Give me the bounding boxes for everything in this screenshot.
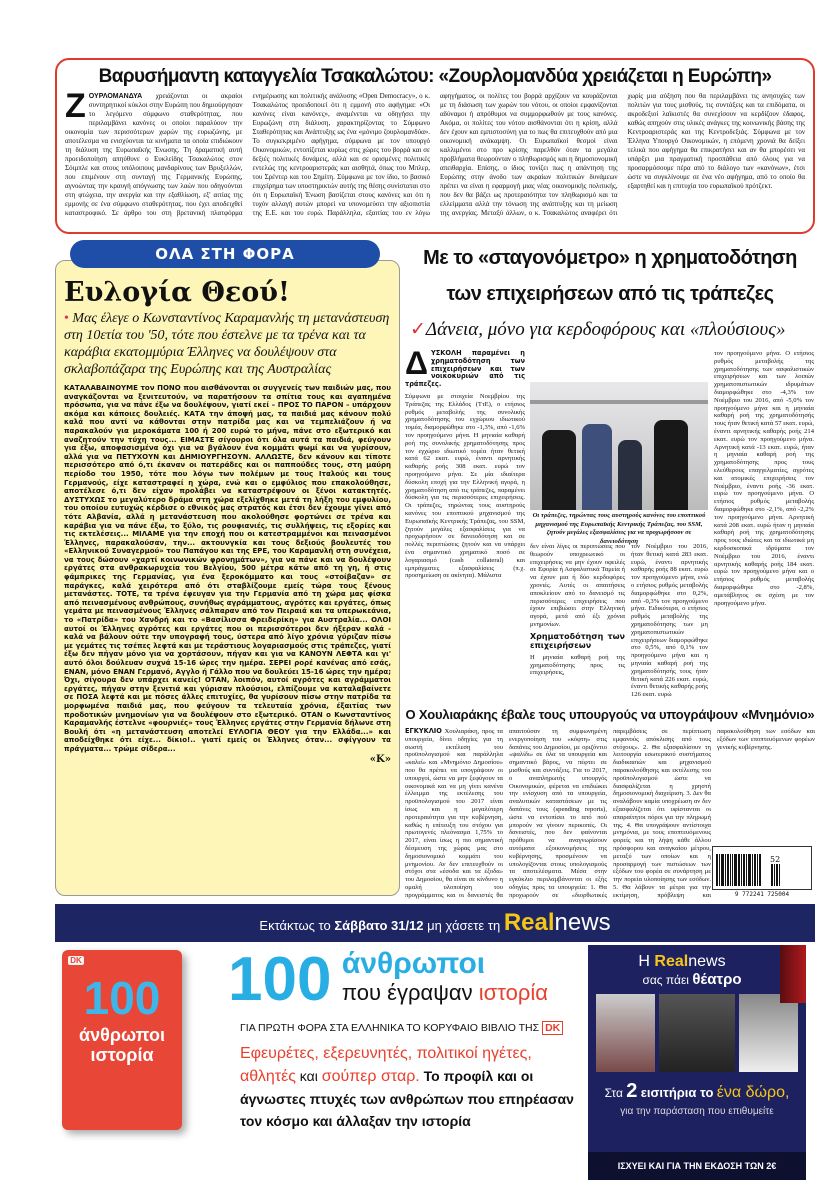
book-cover-number: 100 <box>83 972 161 1024</box>
main-col-4-text: τον προηγούμενο μήνα. Ο ετήσιος ρυθμός μεταβολής της χρηματοδότησης των ασφαλιστικών επιχειρήσεων και των λοιπών χρηματοπιστωτικών ιδρυμάτων διαμορφώθηκε στο -4,3% τον Νοέμβριο του 2016, από -5,0% τον προηγούμενο μήνα και η μηνιαία καθαρή ροή της χρηματοδότησής τους ήταν θετική κατά 57 εκατ. ευρώ, έναντι αρνητικής καθαρής ροής 214 εκατ. ευρώ τον προηγούμενο μήνα. Αρνητική κατά -13 εκατ. ευρώ, ήταν η μηνιαία καθαρή ροή της χρηματοδότησης προς τους ελεύθερους επαγγελματίες, αγρότες και ατομικές επιχειρήσεις τον Νοέμβριο, έναντι ροής -36 εκατ. ευρώ τον προηγούμενο μήνα. Ο ετήσιος ρυθμός μεταβολής διαμορφώθηκε στο -2,1%, από -2,2% τον προηγούμενο μήνα. Αρνητική κατά 208 εκατ. ευρώ ήταν η μηνιαία καθαρή ροή της χρηματοδότησης προς τους ιδιώτες και τα ιδιωτικά μη κερδοσκοπικά ιδρύματα τον Νοέμβριο του 2016, έναντι αρνητικής καθαρής ροής 184 εκατ. ευρώ τον προηγούμενο μήνα και ο ετήσιος ρυθμός μεταβολής διαμορφώθηκε στο -2,8%, αμετάβλητος σε σχέση με τον προηγούμενο μήνα. <box>714 350 814 607</box>
ad-bar-suffix: μη χάσετε τη <box>427 918 501 933</box>
opinion-signature: «Κ» <box>369 753 391 765</box>
offer-b: εισιτήρια το <box>640 1085 714 1100</box>
dk-line <box>240 1021 585 1035</box>
theatre-photos <box>596 994 798 1072</box>
ad-banner <box>55 904 815 942</box>
main-col-1 <box>405 345 525 580</box>
opinion-lead-text: Μας έλεγε ο Κωνσταντίνος Καραμανλής τη μετανάστευση στη 10ετία του '50, τότε που έστελνε με τα τρένα και τα καράβια εκατομμύρια Έλληνες να δουλέψουν στα σκλαβοπάζαρα της Ευρώπης και της Αυστραλίας <box>64 311 390 377</box>
issue-code: 52 <box>770 855 781 864</box>
ad-description <box>240 1042 580 1132</box>
second-article-title: Ο Χουλιαράκης έβαλε τους υπουργούς να υπογράψουν «Μνημόνιο» <box>405 707 815 722</box>
offer-a: Στα <box>604 1086 623 1100</box>
second-article-text: Χουλιαράκη, προς τα υπουργεία, δίνει οδηγίες για τη σωστή εκτέλεση του προϋπολογισμού και παράλληλα «καλεί» και «Μνημόνιο Δημοσίου» που θα πρέπει να υπογράψουν οι υπουργοί, ώστε να μην ξεφύγουν τα οικονομικά και να μη γίνει κανένα έλλειμμα της εκτέλεσης του προϋπολογισμού του 2017 είναι ίσως και η μεγαλύτερη προτεραιότητα για την κυβέρνηση, καθώς η επίτευξη του στόχου για πρωτογενές πλεόνασμα 1,75% το 2017, είναι ίσως η πιο σημαντική δέσμευση της χώρας μας στο δημοσιονομικό κομμάτι του μνημονίου. Αν δεν επιτευχθούν οι στόχοι στα «έσοδα και τα έξοδα» του Δημοσίου, θα είναι σε κίνδυνο η ομαλή υλοποίηση του προγράμματος και οι δανειστές θα απαιτούσαν τη συμφωνημένη ενεργοποίηση του «κόφτη» στις δαπάνες του Δημοσίου, με οριζόντιο «ψαλίδι» σε όλα τα υπουργεία και σημαντικό βάρος, να πέφτει σε μισθούς και συντάξεις. Για το 2017, ο αναπληρωτής υπουργός Οικονομικών, φέρεται να επιδιώκει την ενίσχυση από τα υπουργεία, αναλυτικών καταστάσεων με τις δαπάνες τους (spending reports), ώστε να εντοπίσει το από πού μπορούν να γίνουν περικοπές. Οι δανειστές, που δεν φαίνονται πρόθυμοι να αναγνωρίσουν αυτόματα εξοικονομήσεις της κυβέρνησης, προσμένουν να υπολογίζονται στους υπολογισμούς τα αποτελέσματα. Μέσα στην εγκύκλιο περιλαμβάνονται οι εξής οδηγίες προς τα υπουργεία: 1. Θα προχωρούν σε «διορθωτικές παρεμβάσεις σε περίπτωση εμφανούς απόκλισης από τους στόχους». 2. Θα εξασφαλίσουν τη λειτουργία εσωτερικού συστήματος διαδικασιών και μηχανισμού παρακολούθησης και εκτέλεσης του προϋπολογισμού ώστε να διασφαλίζεται η χρηστή δημοσιονομική διαχείριση. 3. Δεν θα αναλάβουν καμία υποχρέωση αν δεν εξασφαλίζεται ότι υφίστανται οι απαραίτητοι πόροι για την πληρωμή της. 4. Θα υπογράψουν αντίστοιχα μνημόνια, με τους εποπτευόμενους φορείς και τη λήψη κάθε άλλου πρόσφορου και αναγκαίου μέτρου, μεταξύ των οποίων και η προσαρμογή των πιστώσεων των εξόδων του φορέα σε συνάρτηση με την πορεία υλοποίησης των εσόδων. 5. Θα λάβουν τα μέτρα για την εκτίμηση, πρόβλεψη και παρακολούθηση των εσόδων και εξόδων των εποπτευόμενων φορέων γενικής κυβέρνησης. <box>405 728 815 899</box>
section-banner: ΟΛΑ ΣΤΗ ΦΟΡΑ <box>70 240 380 268</box>
opinion-body: ΚΑΤΑΛΑΒΑΙΝΟΥΜΕ τον ΠΟΝΟ που αισθάνονται οι συγγενείς των παιδιών μας, που αναγκάζονται να ξενιτευτούν, να παρατήσουν τα σπίτια τους και αγαπημένα πρόσωπα, για να πάνε έξω να δουλέψουν, γιατί εκεί – ΠΡΟΣ ΤΟ ΠΑΡΟΝ – υπάρχουν ακόμα και κάποιες δουλειές. ΚΑΤΑ την άποψή μας, τα παιδιά μας κάνουν πολύ καλά που αντί να κάθονται στην πατρίδα μας και να τεμπελιάζουν ή να παρακαλούν για μεροκάματα 100 ή 200 ευρώ το μήνα, πάνε στο εξωτερικό και αναζητούν την τύχη τους... ΕΙΜΑΣΤΕ σίγουροι ότι όλα αυτά τα παιδιά, φεύγουν για έξω, αποφασισμένα όχι για να βγάλουν ένα κομμάτι ψωμί και να γυρίσουν, αλλά για να ΠΕΤΥΧΟΥΝ και ΔΗΜΙΟΥΡΓΗΣΟΥΝ. ΑΛΛΩΣΤΕ, δεν κάνουν και τίποτε περισσότερο από ό,τι έκαναν οι πατεράδες και οι παππούδες τους, στη μαύρη περίοδο του 1950, τότε που λόγω των πολέμων με τους Ιταλούς και τους Γερμανούς, είχε καταστραφεί η χώρα, ενώ και ο εμφύλιος που επακολούθησε, αποτέλεσε ό,τι δεν είχαν προλάβει να καταστρέψουν οι ξένοι κατακτητές. ΔΥΣΤΥΧΩΣ το μεγαλύτερο δράμα στη χώρα εξελίχθηκε μετά τη λήξη του εμφυλίου, του οποίου ευτυχώς κέρδισε ο εθνικός μας στρατός και έτσι δεν έχουμε γίνει από τότε Αλβανία, αλλά η μετανάστευση που ακολούθησε φορτώνει σε τρένα και καράβια για να πάνε έξω, το ξύλο, τις ρουφιανιές, τις συλλήψεις, τις εξορίες και τις εκτελέσεις... ΜΙΛΑΜΕ για την εποχή που οι κατεστραμμένοι και πεινασμένοι Έλληνες, παρακαλούσαν, την... ακτουνγκία και τους δεξιούς βουλευτές του «Ελληνικού Συναγερμού» του Παπάγου και της ΕΡΕ, του Καραμανλή στη συνέχεια, να τους δώσουν «χαρτί κοινωνικών φρονημάτων», για να πάνε και να δουλέψουν εργάτες στα ανθρακωρυχεία του Βελγίου, 500 μέτρα κάτω από τη γη, ή στις φάμπρικες της Γερμανίας, για ένα ξεροκόμματο και τους «στοίβαζαν» σε παράγκες, καλά χειρότερα από ότι σταβλίζουμε εμείς τώρα τους ξένους μετανάστες. ΤΟΤΕ, τα τρένα έφευγαν για την Γερμανία από τη χώρα μας φίσκα από πεινασμένους ανθρώπους, συνήθως αγράμματους, αγρότες και εργάτες, όπως γεμάτα με πεινασμένους Έλληνες σάλπαραν από τον Πειραιά και τα υπερωκεάνια, το «Πατρίδα» του Χανδρή και το «Βασίλισσα Φρειδερίκη» για Αυστραλία... ΟΛΟΙ αυτοί οι Έλληνες αγρότες και εργάτες που οι περισσότεροι δεν ήξεραν καλά - καλά να βάλουν ούτε την υπογραφή τους, ύστερα από λίγο χρόνια γύριζαν πίσω με γεμάτες τις τσέπες λεφτά και με τεράστιους λογαριασμούς στις τράπεζες, γιατί έξω δεν πήγαν μόνο για να χορτάσουν, πήγαν και για να ΚΑΝΟΥΝ ΛΕΦΤΑ και γι' αυτό όλοι δούλευαν συχνά 15-16 ώρες την ημέρα. ΣΕΡΕΙ ρορέ κανένας από εσάς, ΕΝΑΝ, μόνο ΕΝΑΝ Γερμανό, Αγγλο ή Γάλλο που να δουλεύει 15-16 ώρες την ημέρα; Όχι, σίγουρα δεν υπάρχει κανείς! ΟΤΑΝ, λοιπόν, αυτοί αγρότες και αγράμματοι εργάτες, πήγαν στην ξενιτιά και γύρισαν πλούσιοι, ελπίζουμε να καταλαβαίνετε σε ΠΟΣΑ λεφτά και με πόσες άλλες επιτυχίες, θα γυρίσουν πίσω στην πατρίδα τα μορφωμένα παιδιά μας, που φεύγουν τα τελευταία χρόνια, έξαιτίας των προδοτικών μνημονίων για να δουλέψουν στο εξωτερικό. ΟΤΑΝ ο Κωνσταντίνος Καραμανλής έστελνε «φουρνιές» τους Έλληνες εργάτες στην Γερμανία δήλωνε στη Βουλή ότι «η μετανάστευση αποτελεί ΕΥΛΟΓΙΑ ΘΕΟΥ για την Ελλάδα...» και αποδείχθηκε ότι είχε... δίκιο!.. γιατί εμείς οι Έλληνες όταν... σφίγγουν τα πράγματα... τρώμε σίδερα... <box>64 384 391 753</box>
offer-c: ένα δώρο, <box>716 1084 790 1101</box>
ad-bar-date: Σάββατο 31/12 <box>334 918 424 933</box>
title-line-2: των επιχειρήσεων από τις τράπεζες <box>446 283 774 305</box>
opinion-box <box>55 260 400 896</box>
main-article-title <box>405 240 815 312</box>
top-article-text: χρειάζονται οι ακραίοι συντηρητικοί κύκλοι στην Ευρώπη που δημιούργησαν το λεγόμενο σύμφωνο σταθερότητας, που περιλαμβάνει κανόνες οι οποίοι παραλύουν την οικονομία των περισσότερων χωρών της ευρωζώνης, με αποτέλεσμα να ενισχύονται τα κινήματα τα οποία επιδιώκουν τη διάλυση της Ευρωπαϊκής Ένωσης. Τη δραματική αυτή προειδοποίηση απηύθυνε ο Ευκλείδης Τσακαλώτος στον Σόιμπλε και στους υπόλοιπους μανδαρίνους των Βρυξελλών, που επιμένουν στη συνταγή της Γερμανικής Ευρώπης, αγνοώντας την κραυγή απόγνωσης των λαών που οδηγούνται στη φτώχεια, την ανεργία και την εξαθλίωση, εξ' αιτίας της εμμονής σε ένα σύμφωνο σταθερότητας, που έχει αποδειχθεί καταστροφικό. Σε άρθρο του στη βρετανική πλατφόρμα ενημέρωσης και πολιτικής ανάλυσης «Open Democracy», ο κ. Τσακαλώτος προειδοποιεί ότι η εμμονή στο αφήγημα: «Οι κανόνες είναι κανόνες», αναμένεται να οδηγήσει την Ευρωζώνη στη διάλυση, χαρακτηρίζοντας το Σύμφωνο Σταθερότητας και Ανάπτυξης ως ένα «μόνιμο ζουρλομανδύα». Το συγκεκριμένο αφήγημα, σύμφωνα με τον υπουργό Οικονομικών, εντοπίζεται κυρίως στις χώρες του βορρά και σε δεξιές πολιτικές δυνάμεις, αλλά και σε ορισμένες πολιτικές εντελώς της κεντροαριστεράς και αισθητά, όπως του Μπλερ, του Σρέντερ και του Σημίτη. Σύμφωνα με τον ίδιο, το βασικό επιχείρημα των υποστηρικτών αυτής της θέσης συνίσταται στο ότι η Ευρωπαϊκή Ένωση βασίζεται στους κανόνες και ότι η τυχόν αλλαγή αυτών μπορεί να υπονομεύσει την αξιοπιστία της Ε.Ε. και του ευρώ. Παράλληλα, εξαιτίας του εν λόγω αφηγήματος, οι πολίτες του βορρά αρχίζουν να κουράζονται με τη διάσωση των χωρών του νότου, οι οποίοι εμφανίζονται αδύναμοι ή απρόθυμοι να συμμορφωθούν με τους κανόνες. Ακόμα, οι πολίτες του νότου αισθάνονται ότι η κρίση, αλλά δεν έχουν και εμπιστοσύνη για το πως θα επιτευχθούν από μια οικονομική ανάκαμψη. Οι Ευρωπαϊκοί θεσμοί είναι καλλιμένοι στο προ κρίσης παρελθόν όταν τα μεγάλα προβλήματα θεωρούνταν ο πληθωρισμός και η δημοσιονομική απειθαρχία. Επίσης, ο ίδιος τονίζει πως η απάντηση της Ευρώπης στην άνοδο των ακραίων πολιτικών δυνάμεων πρέπει να είναι η εφαρμογή μιας νέας οικονομικής πολιτικής, που δεν θα βάζει ως προτεραιότητα τον πληθωρισμό και τα ελλείμματα αλλά την τόνωση της ανάπτυξης και τη μείωση της ανεργίας. Μεταξύ άλλων, ο κ. Τσακαλώτος αναφέρει ότι χωρίς μια αύξηση που θα περιλαμβάνει τις ανησυχίες των πολιτών για τους μισθούς, τις συντάξεις και τα επιδόματα, οι ακροδεξιοί λαϊκιστές θα συνεχίσουν να κερδίζουν έδαφος, καθώς απηχούν στις υλικές ανάγκες της κοινωνικής βάσης της Κεντροαριστεράς και της Κεντροδεξιάς. Σύμφωνα με τον Έλληνα Υπουργό Οικονομικών, η επόμενη χρονιά θα δείξει τελικά που αφήγημα θα επικρατήσει και αν θα μπορέσει να υπάρξει μια πραγματική προσπάθεια από όλους για να προσαρμόσουμε πέρα από το διάλογο των «κανόνων», έτσι ώστε να συγκλίνουμε σε ένα νέο αφήγημα, από το οποίο θα εξαρτηθεί και η επιτυχία του ευρωπαϊκού πρότζεκτ. <box>65 92 805 217</box>
top-article <box>55 58 815 234</box>
theatre-h: Η <box>638 953 650 970</box>
logo-real: Real <box>503 909 555 936</box>
main-article-subtitle <box>410 318 815 342</box>
main-col-4 <box>714 350 814 607</box>
offer-num: 2 <box>626 1080 638 1102</box>
main-col-2 <box>530 543 625 677</box>
title-line-1: Με το «σταγονόμετρο» η χρηματοδότηση <box>423 247 797 269</box>
book-cover-title: άνθρωποι ιστορία <box>79 1025 165 1065</box>
realnews-logo <box>503 909 611 936</box>
lead-word: ΟΥΡΛΟΜΑΝΔΥΑ <box>88 93 143 100</box>
desc-red-2: αθλητές <box>240 1068 296 1085</box>
bullet-icon: • <box>64 311 73 326</box>
headline-word: άνθρωποι <box>341 947 486 980</box>
theatre-line2: σας πάει <box>642 973 689 987</box>
check-icon: ✓ <box>410 319 426 340</box>
bank-photo <box>530 382 708 510</box>
drop-cap: Ζ <box>65 92 86 125</box>
ad-bar-prefix: Εκτάκτως το <box>259 918 331 933</box>
dk-line-text: ΓΙΑ ΠΡΩΤΗ ΦΟΡΑ ΣΤΑ ΕΛΛΗΝΙΚΑ ΤΟ ΚΟΡΥΦΑΙΟ ΒΙΒΛΙΟ ΤΗΣ <box>240 1022 540 1034</box>
headline-history: ιστορία <box>478 980 548 1005</box>
lead-word: ΕΓΚΥΚΛΙΟ <box>405 727 442 735</box>
ad-headline <box>228 945 578 1014</box>
desc-red-3: σούπερ σταρ. <box>321 1068 420 1085</box>
drop-cap: Δ <box>405 345 428 381</box>
curtain <box>780 945 806 1003</box>
desc-red-1: Εφευρέτες, εξερευνητές, πολιτικοί ηγέτες, <box>240 1045 532 1062</box>
theatre-offer <box>588 945 806 1180</box>
barcode <box>712 846 812 890</box>
desc-rest: Το προφίλ και οι άγνωστες πτυχές των ανθρώπων που επηρέασαν τον κόσμο και άλλαξαν την ιστορία <box>240 1068 574 1129</box>
dk-logo: DK <box>68 956 84 965</box>
main-lead: ΥΣΚΟΛΗ παραμένει η χρηματοδότηση των επιχειρήσεων και των νοικοκυριών από τις τράπεζες. <box>405 349 525 389</box>
opinion-lead <box>64 310 391 378</box>
main-subhead: Χρηματοδότηση των επιχειρήσεων <box>530 631 625 651</box>
logo-news: news <box>554 909 611 936</box>
photo-caption: Οι τράπεζες, τηρώντας τους αυστηρούς κανόνες του εποπτικού μηχανισμού της Ευρωπαϊκής Κεντρικής Τράπεζας, του SSM, ζητούν μεγάλες εξασφαλίσεις για να προχωρήσουν σε δανειοδότηση <box>532 512 706 545</box>
logo-news: news <box>688 953 726 970</box>
headline-number: 100 <box>228 945 332 1014</box>
top-article-title: Βαρυσήμαντη καταγγελία Τσακαλώτου: «Ζουρλομανδύα χρειάζεται η Ευρώπη» <box>98 66 772 87</box>
headline-line2: που έγραψαν <box>341 980 473 1005</box>
opinion-title: Ευλογία Θεού! <box>64 277 290 308</box>
logo-real: Real <box>654 953 689 970</box>
main-col-3 <box>631 543 708 699</box>
main-col-2-after: Η μηνιαία καθαρή ροή της χρηματοδότησης προς τις επιχειρήσεις, <box>530 653 625 677</box>
issue-addon <box>770 855 780 886</box>
offer-footer: ΙΣΧΥΕΙ ΚΑΙ ΓΙΑ ΤΗΝ ΕΚΔΟΣΗ ΤΩΝ 2€ <box>588 1152 806 1180</box>
main-col-1-text: Σύμφωνα με στοιχεία Νοεμβρίου της Τράπεζας της Ελλάδος (ΤτΕ), ο ετήσιος ρυθμός μεταβολής της συνολικής χρηματοδότησης του εγχώριου ιδιωτικού τομέα, διαμορφώθηκε στο -1,3%, από -1,6% τον προηγούμενο μήνα. Η μηνιαία καθαρή ροή της συνολικής χρηματοδότησης προς τον εγχώριο ιδιωτικό τομέα ήταν θετική κατά 62 εκατ. ευρώ, έναντι αρνητικής καθαρής ροής 308 εκατ. ευρώ τον προηγούμενο μήνα. Σε μία ιδιαίτερα δύσκολη εποχή για την Ελληνική αγορά, η χρηματοδότηση από τις τράπεζες, παραμένει δύσκολη για τις περισσότερες επιχειρήσεις. Οι τράπεζες, τηρώντας τους αυστηρούς κανόνες του εποπτικού μηχανισμού της Ευρωπαϊκής Κεντρικής Τράπεζας, του SSM, ζητούν μεγάλες εξασφαλίσεις για να προχωρήσουν σε δανειοδότηση και σε πολλές περιπτώσεις ζητούν και να υπάρχει ένα σημαντικό χρηματικό ποσό σε λογαριασμό (cash collateral) και εμπράγματες εξασφαλίσεις (π.χ. προσημείωση σε ακίνητα). Μάλιστα <box>405 392 525 580</box>
main-col-3-text: τον Νοέμβριο του 2016, ήταν θετική κατά 283 εκατ. ευρώ, έναντι αρνητικής καθαρής ροής 88 εκατ. ευρώ τον προηγούμενο μήνα, ενώ ο ετήσιος ρυθμός μεταβολής διαμορφώθηκε στο 0,2%, από -0,3% τον προηγούμενο μήνα. Ειδικότερα, ο ετήσιος ρυθμός μεταβολής της χρηματοδότησης των μη χρηματοπιστωτικών επιχειρήσεων διαμορφώθηκε στο 0,5%, από 0,1% τον προηγούμενο μήνα και η μηνιαία καθαρή ροή της χρηματοδότησής τους ήταν θετική κατά 226 εκατ. ευρώ, έναντι θετικής καθαρής ροής 126 εκατ. ευρώ <box>631 543 708 699</box>
dk-logo: DK <box>542 1021 563 1035</box>
barcode-number: 9 772241 725004 <box>734 891 790 898</box>
subtitle-text: Δάνεια, μόνο για κερδοφόρους και «πλούσιους» <box>425 319 786 340</box>
main-col-2-text: δεν είναι λίγες οι περιπτώσεις που θεωρούν υποχρεωτικό οι επιχειρήσεις να μην έχουν οφειλές σε Εφορία ή Ασφαλιστικά Ταμεία ή να έχουν μια ή δύο κερδοφόρες χρονιές. Αυτές οι απαιτήσεις αποκλείουν από το δανεισμό τις περισσότερες επιχειρήσεις που έχουν επιβιώσει στην Ελληνική αγορά, μετά από έξι χρόνια μνημονίων. <box>530 543 625 628</box>
theatre-word: θέατρο <box>692 971 742 988</box>
book-cover <box>62 950 182 1130</box>
top-article-body <box>65 92 805 230</box>
offer-line2: για την παράσταση που επιθυμείτε <box>620 1106 774 1117</box>
desc-and: και <box>299 1068 318 1084</box>
